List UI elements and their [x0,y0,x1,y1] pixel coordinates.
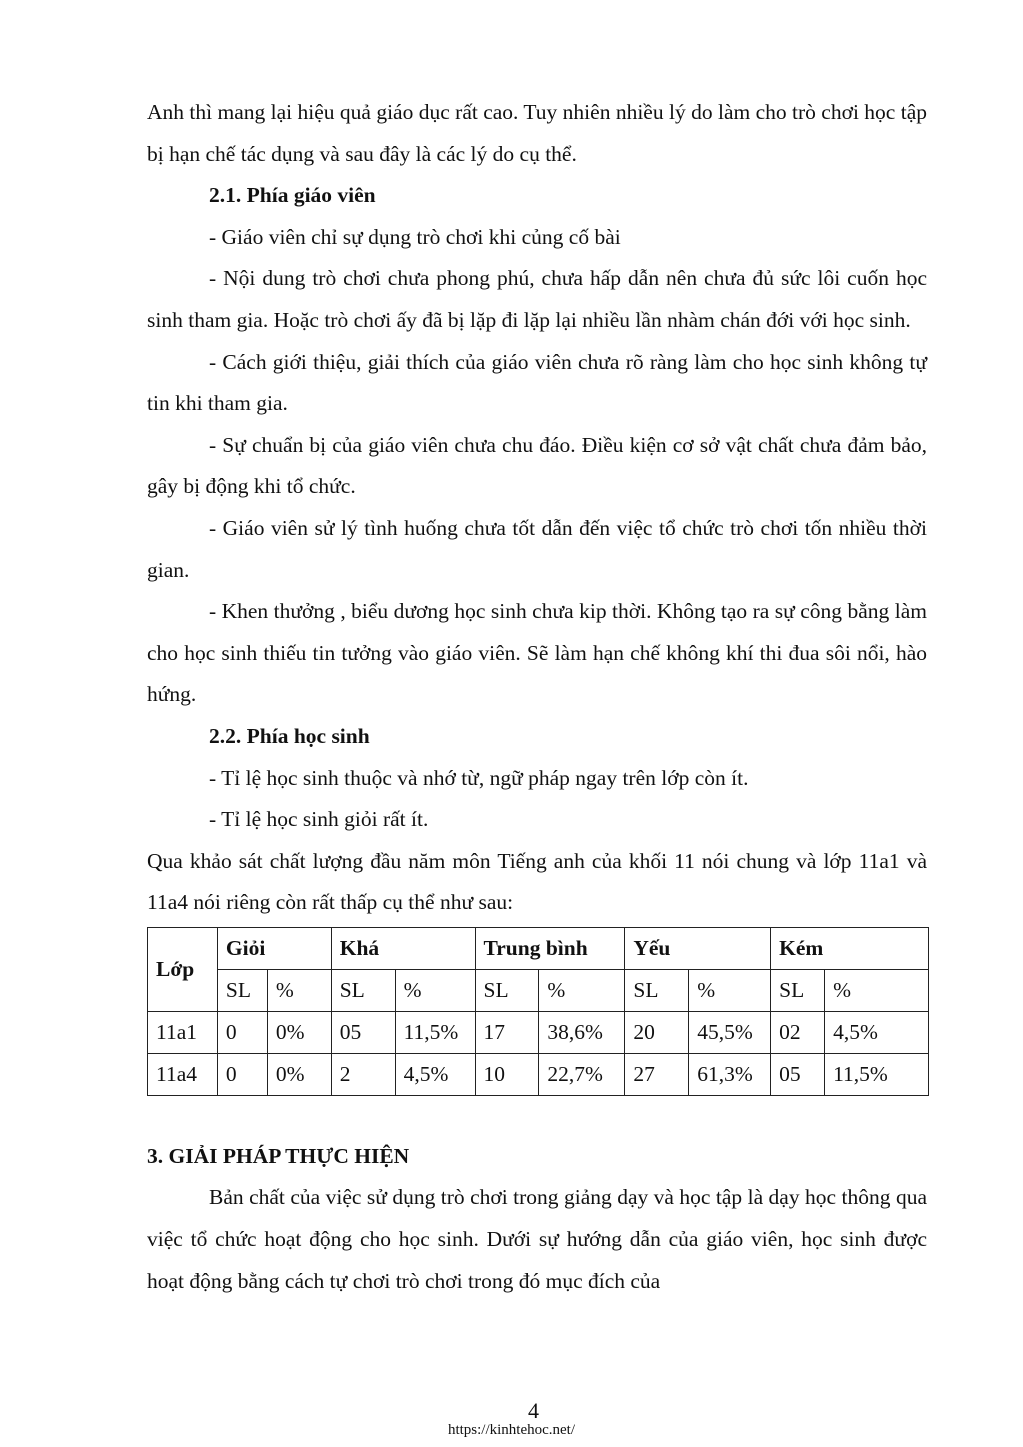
table-cell: 11,5% [395,1011,475,1053]
table-cell: 22,7% [539,1053,625,1095]
table-header-cell: Kém [771,927,929,969]
subheading-teacher: 2.1. Phía giáo viên [209,183,376,208]
table-cell: 20 [625,1011,689,1053]
footer-url: https://kinhtehoc.net/ [447,1422,576,1438]
table-subheader-cell: SL [625,969,689,1011]
document-body [147,92,927,1302]
table-cell: 10 [475,1053,539,1095]
paragraph: - Giáo viên chỉ sự dụng trò chơi khi củng cố bài [209,224,621,249]
table-cell: 2 [331,1053,395,1095]
paragraph: Qua khảo sát chất lượng đầu năm môn Tiếng anh của khối 11 nói chung và lớp 11a1 và 11a4 nói riêng còn rất thấp cụ thể như sau: [147,848,927,915]
results-table [147,927,929,1096]
table-cell: 61,3% [689,1053,771,1095]
table-cell-class: 11a1 [148,1011,218,1053]
table-cell: 05 [331,1011,395,1053]
paragraph: - Nội dung trò chơi chưa phong phú, chưa hấp dẫn nên chưa đủ sức lôi cuốn học sinh tham gia. Hoặc trò chơi ấy đã bị lặp đi lặp lại nhiều lần nhàm chán đới với học sinh. [147,266,927,332]
paragraph: - Tỉ lệ học sinh thuộc và nhớ từ, ngữ pháp ngay trên lớp còn ít. [209,765,749,790]
table-header-cell: Lớp [148,927,218,1011]
table-header-cell: Khá [331,927,475,969]
table-subheader-cell: SL [771,969,825,1011]
subheading-student: 2.2. Phía học sinh [209,723,370,748]
table-row [148,1053,929,1095]
table-subheader-cell: SL [331,969,395,1011]
table-subheader-cell: % [395,969,475,1011]
table-header-cell: Giỏi [217,927,331,969]
table-subheader-cell: SL [217,969,267,1011]
table-cell: 05 [771,1053,825,1095]
table-cell: 4,5% [395,1053,475,1095]
table-subheader-cell: % [267,969,331,1011]
table-cell: 27 [625,1053,689,1095]
paragraph: - Tỉ lệ học sinh giỏi rất ít. [209,807,429,832]
table-subheader-cell: % [689,969,771,1011]
table-row [148,1011,929,1053]
paragraph: - Cách giới thiệu, giải thích của giáo viên chưa rõ ràng làm cho học sinh không tự tin khi tham gia. [147,349,927,416]
table-cell: 4,5% [825,1011,929,1053]
table-cell: 0% [267,1053,331,1095]
table-subheader-row [148,969,929,1011]
table-cell: 45,5% [689,1011,771,1053]
table-cell: 38,6% [539,1011,625,1053]
table-header-row [148,927,929,969]
paragraph: - Giáo viên sử lý tình huống chưa tốt dẫn đến việc tổ chức trò chơi tốn nhiều thời gian. [147,515,927,582]
table-subheader-cell: SL [475,969,539,1011]
paragraph: - Sự chuẩn bị của giáo viên chưa chu đáo. Điều kiện cơ sở vật chất chưa đảm bảo, gây bị động khi tổ chức. [147,432,927,499]
section-title: 3. GIẢI PHÁP THỰC HIỆN [147,1143,410,1168]
table-header-cell: Yếu [625,927,771,969]
table-header-cell: Trung bình [475,927,625,969]
table-cell-class: 11a4 [148,1053,218,1095]
table-subheader-cell: % [539,969,625,1011]
table-subheader-cell: % [825,969,929,1011]
table-cell: 0 [217,1011,267,1053]
paragraph: Bản chất của việc sử dụng trò chơi trong giảng dạy và học tập là dạy học thông qua việc tổ chức hoạt động cho học sinh. Dưới sự hướng dẫn của giáo viên, học sinh được hoạt động bằng cách tự chơi trò chơi trong đó mục đích của [147,1185,927,1293]
table-cell: 0% [267,1011,331,1053]
paragraph: Anh thì mang lại hiệu quả giáo dục rất cao. Tuy nhiên nhiều lý do làm cho trò chơi học tập bị hạn chế tác dụng và sau đây là các lý do cụ thể. [147,100,927,166]
table-cell: 0 [217,1053,267,1095]
paragraph: - Khen thưởng , biểu dương học sinh chưa kip thời. Không tạo ra sự công bằng làm cho học sinh thiếu tin tưởng vào giáo viên. Sẽ làm hạn chế không khí thi đua sôi nổi, hào hứng. [147,599,927,707]
table-cell: 11,5% [825,1053,929,1095]
table-cell: 17 [475,1011,539,1053]
page-number: 4 [528,1398,539,1423]
table-cell: 02 [771,1011,825,1053]
